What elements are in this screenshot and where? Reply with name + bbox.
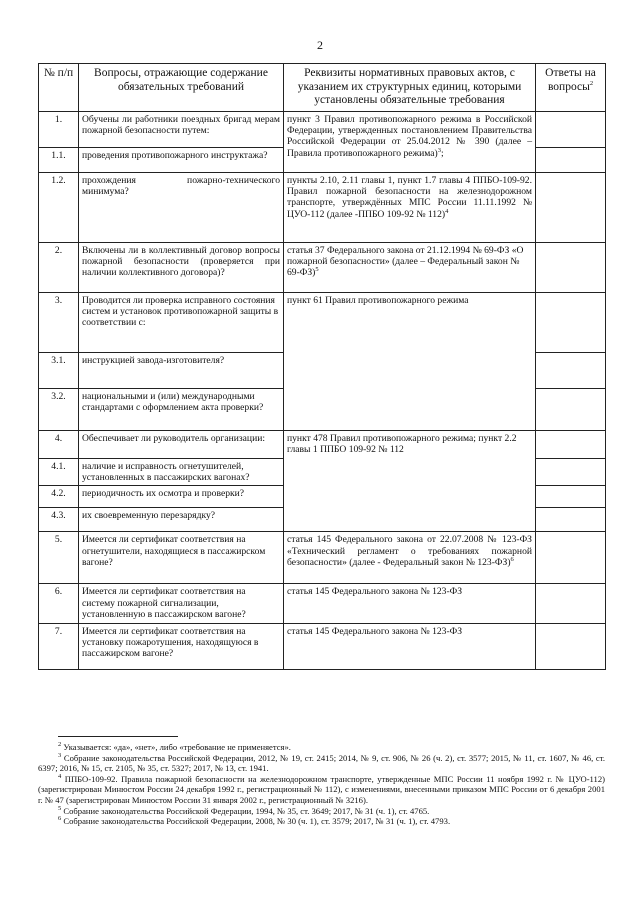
footnote-mark: 3: [58, 751, 62, 759]
footnote: [38, 816, 605, 827]
row-question: Проводится ли проверка исправного состояния систем и установок противопожарной защиты в соответствии с:: [79, 292, 284, 352]
answer-cell[interactable]: [536, 352, 606, 388]
footnote-mark: 6: [58, 815, 62, 823]
page-number: 2: [317, 38, 323, 52]
footnote-text: Собрание законодательства Российской Федерации, 1994, № 35, ст. 3649; 2017, № 31 (ч. 1), ст. 4765.: [63, 805, 430, 816]
table-header-row: [39, 64, 606, 112]
footnote-text: Собрание законодательства Российской Федерации, 2008, № 30 (ч. 1), ст. 3579; 2017, № 31 (ч. 1), ст. 4793.: [63, 816, 451, 827]
footnote: [38, 742, 605, 753]
row-number: 4.3.: [39, 508, 79, 532]
row-requisite: пункт 61 Правил противопожарного режима: [284, 292, 536, 430]
requisite-text: пункт 3 Правил противопожарного режима в Российской Федерации, утвержденных постановлением Правительства Российской Федерации от 25.04.2012 № 390 (далее – Правила противопожарного режима): [287, 113, 532, 159]
answer-cell[interactable]: [536, 486, 606, 508]
answer-cell[interactable]: [536, 430, 606, 458]
row-question: национальными и (или) международными стандартами с оформлением акта проверки?: [79, 388, 284, 430]
table-row: [39, 111, 606, 147]
footnote-ref: 5: [315, 266, 319, 274]
row-requisite: статья 145 Федерального закона № 123-ФЗ: [284, 584, 536, 623]
footnote: [38, 753, 605, 774]
row-question: прохождения пожарно-технического минимума?: [79, 172, 284, 242]
row-requisite: [284, 111, 536, 172]
answer-cell[interactable]: [536, 623, 606, 669]
row-question: проведения противопожарного инструктажа?: [79, 147, 284, 172]
answer-cell[interactable]: [536, 532, 606, 584]
row-requisite: [284, 532, 536, 584]
footnote-mark: 4: [58, 772, 62, 780]
row-question: Обеспечивает ли руководитель организации:: [79, 430, 284, 458]
row-requisite: [284, 172, 536, 242]
table-row: [39, 292, 606, 352]
answer-cell[interactable]: [536, 508, 606, 532]
table-row: [39, 430, 606, 458]
row-requisite: статья 145 Федерального закона № 123-ФЗ: [284, 623, 536, 669]
row-number: 7.: [39, 623, 79, 669]
header-answers: [536, 64, 606, 112]
answer-cell[interactable]: [536, 458, 606, 486]
footnote-ref: 6: [510, 555, 514, 563]
row-question: Имеется ли сертификат соответствия на систему пожарной сигнализации, установленную в пассажирском вагоне?: [79, 584, 284, 623]
answer-cell[interactable]: [536, 292, 606, 352]
row-question: Имеется ли сертификат соответствия на установку пожаротушения, находящуюся в пассажирском вагоне?: [79, 623, 284, 669]
answer-cell[interactable]: [536, 242, 606, 292]
row-question: периодичность их осмотра и проверки?: [79, 486, 284, 508]
header-requisites: Реквизиты нормативных правовых актов, с указанием их структурных единиц, которыми установлены обязательные требования: [284, 64, 536, 112]
footnote-text: Указывается: «да», «нет», либо «требование не применяется».: [63, 742, 291, 752]
footnote: [38, 774, 605, 806]
row-number: 1.2.: [39, 172, 79, 242]
footnote: [38, 806, 605, 817]
footnote-mark: 2: [58, 741, 62, 749]
row-question: инструкцией завода-изготовителя?: [79, 352, 284, 388]
row-question: их своевременную перезарядку?: [79, 508, 284, 532]
table-row: [39, 623, 606, 669]
row-question: Включены ли в коллективный договор вопросы пожарной безопасности (проверяется при наличии коллективного договора)?: [79, 242, 284, 292]
footnotes: [38, 736, 605, 827]
table-row: [39, 172, 606, 242]
row-question: наличие и исправность огнетушителей, установленных в пассажирских вагонах?: [79, 458, 284, 486]
row-requisite: [284, 242, 536, 292]
requisite-text: пункты 2.10, 2.11 главы 1, пункт 1.7 главы 4 ППБО-109-92. Правил пожарной безопасности на железнодорожном транспорте, утверждённых МПС России 11.11.1992 № ЦУО-112 (далее -ППБО 109-92 № 112): [287, 174, 532, 220]
table-row: [39, 532, 606, 584]
requisite-text: статья 145 Федерального закона от 22.07.2008 № 123-ФЗ «Технический регламент о требованиях пожарной безопасности» (далее - Федеральный закон № 123-ФЗ): [287, 534, 532, 569]
footnote-text: Собрание законодательства Российской Федерации, 2012, № 19, ст. 2415; 2014, № 9, ст. 906, № 26 (ч. 2), ст. 3577; 2015, № 11, ст. 1607, № 46, ст. 6397; 2016, № 15, ст. 2105, № 35, ст. 5327; 2017, № 13, ст. 1941.: [38, 752, 605, 774]
header-answers-text: Ответы на вопросы: [545, 67, 596, 93]
table-row: [39, 242, 606, 292]
answer-cell[interactable]: [536, 584, 606, 623]
row-number: 3.: [39, 292, 79, 352]
header-answers-sup: 2: [589, 79, 594, 87]
answer-cell[interactable]: [536, 111, 606, 147]
row-number: 3.1.: [39, 352, 79, 388]
row-number: 1.: [39, 111, 79, 147]
footnote-ref: 3: [437, 146, 442, 154]
row-number: 5.: [39, 532, 79, 584]
row-number: 4.: [39, 430, 79, 458]
row-number: 3.2.: [39, 388, 79, 430]
row-number: 4.1.: [39, 458, 79, 486]
footnote-ref: 4: [445, 207, 449, 215]
row-question: Обучены ли работники поездных бригад мерам пожарной безопасности путем:: [79, 111, 284, 147]
footnote-text: ППБО-109-92. Правила пожарной безопасности на железнодорожном транспорте, утвержденные МПС России 11 ноября 1992 г. № ЦУО-112) (зарегистрирован Минюстом России 24 декабря 1992 г., регистрационный № 112), с изменениями, внесенными приказом МПС России от 6 декабря 2001 г. № 47 (зарегистрирован Минюстом России 31 января 2002 г., регистрационный № 3216).: [38, 773, 605, 805]
row-requisite: пункт 478 Правил противопожарного режима; пункт 2.2 главы 1 ППБО 109-92 № 112: [284, 430, 536, 532]
requirements-table: [38, 63, 606, 670]
row-number: 6.: [39, 584, 79, 623]
footnote-divider: [58, 736, 178, 737]
row-question: Имеется ли сертификат соответствия на огнетушители, находящиеся в пассажирском вагоне?: [79, 532, 284, 584]
header-questions: Вопросы, отражающие содержание обязательных требований: [79, 64, 284, 112]
row-number: 1.1.: [39, 147, 79, 172]
answer-cell[interactable]: [536, 388, 606, 430]
row-number: 2.: [39, 242, 79, 292]
answer-cell[interactable]: [536, 172, 606, 242]
table-row: [39, 584, 606, 623]
requisite-text: статья 37 Федерального закона от 21.12.1994 № 69-ФЗ «О пожарной безопасности» (далее – Федеральный закон № 69-ФЗ): [287, 244, 524, 279]
header-num: № п/п: [39, 64, 79, 112]
footnote-mark: 5: [58, 804, 62, 812]
requisite-tail: ;: [441, 147, 444, 159]
row-number: 4.2.: [39, 486, 79, 508]
answer-cell[interactable]: [536, 147, 606, 172]
